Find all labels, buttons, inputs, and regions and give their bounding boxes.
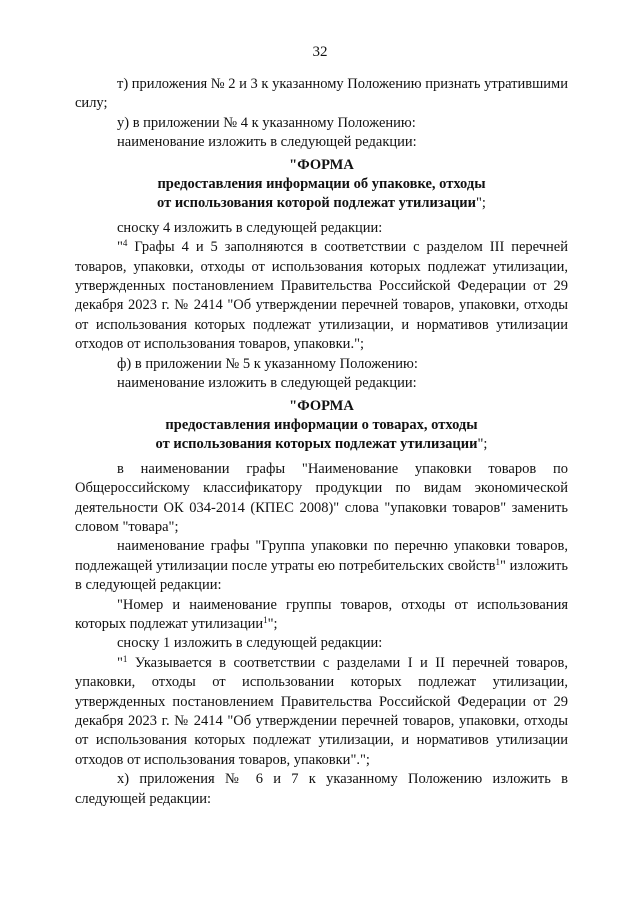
column-group-superscript: 1 xyxy=(495,556,501,567)
forma1-line1: предоставления информации об упаковке, отходы xyxy=(157,176,486,193)
column-rename: в наименовании графы "Наименование упаковки товаров по Общероссийскому классификатору продукции по видам экономической деятельности ОК 034-2014 (КПЕС 2008)" слова "упаковки товаров" заменить словом "товара"; xyxy=(75,460,568,535)
footnote1-body: Указывается в соответствии с разделами I и II перечней товаров, упаковки, отходы от использовании которых подлежат утилизации, утвержденных постановлением Правительства Российской Федерации от 29 декабря 2023 г. № 2414 "Об утверждении перечней товаров, упаковки, отходы от использования которых подлежат утилизации, и нормативов утилизации отходов от использования товаров, упаковки"."; xyxy=(75,654,568,768)
column-group-new-b: "; xyxy=(267,615,278,632)
page-number: 32 xyxy=(312,44,328,60)
footnote4-body: Графы 4 и 5 заполняются в соответствии с разделом III перечней товаров, упаковки, отходы от использования которых подлежат утилизации, утвержденных постановлением Правительства Российской Федерации от 29 декабря 2023 г. № 2414 "Об утверждении перечней товаров, упаковки, отходы от использования которых подлежат утилизации, и нормативов утилизации отходов от использования товаров, упаковки."; xyxy=(75,239,568,353)
footnote1-open-quote: " xyxy=(117,654,123,671)
forma1-line2-text: от использования которой подлежат утилизации xyxy=(157,195,477,212)
forma2-line1: предоставления информации о товарах, отходы xyxy=(165,416,478,433)
column-group-intro-a: наименование графы "Группа упаковки по перечню упаковки товаров, подлежащей утилизации после утраты ею потребительских свойств xyxy=(75,538,568,574)
footnote1-superscript: 1 xyxy=(122,653,128,664)
item-f-name-intro: наименование изложить в следующей редакции: xyxy=(117,375,417,392)
forma1-title: "ФОРМА xyxy=(289,156,354,173)
footnote4-open-quote: " xyxy=(117,239,123,256)
column-group-new-a: "Номер и наименование группы товаров, отходы от использования которых подлежат утилизации xyxy=(75,596,568,632)
document-body xyxy=(75,75,568,809)
item-h: х) приложения № 6 и 7 к указанному Положению изложить в следующей редакции: xyxy=(75,771,568,807)
column-group-intro-b: " изложить в следующей редакции: xyxy=(75,557,568,594)
item-f: ф) в приложении № 5 к указанному Положению: xyxy=(117,355,418,372)
forma2-line2 xyxy=(75,435,568,454)
forma1-line2-end: "; xyxy=(476,195,486,212)
forma2-line2-end: "; xyxy=(477,436,488,453)
footnote1-intro: сноску 1 изложить в следующей редакции: xyxy=(117,635,383,652)
footnote4-text xyxy=(75,238,568,354)
column-group-new-superscript: 1 xyxy=(263,614,268,625)
column-group-intro xyxy=(75,537,568,595)
footnote1-text xyxy=(75,654,568,770)
footnote4-intro: сноску 4 изложить в следующей редакции: xyxy=(117,219,383,236)
item-u-name-intro: наименование изложить в следующей редакции: xyxy=(117,134,417,151)
forma2-title: "ФОРМА xyxy=(289,397,354,414)
item-t: т) приложения № 2 и 3 к указанному Положению признать утратившими силу; xyxy=(75,76,568,112)
item-u: у) в приложении № 4 к указанному Положению: xyxy=(117,114,416,131)
footnote4-superscript: 4 xyxy=(122,238,128,249)
column-group-new xyxy=(75,596,568,635)
forma2-line2-text: от использования которых подлежат утилизации xyxy=(155,436,478,453)
forma1-line2 xyxy=(75,194,568,213)
